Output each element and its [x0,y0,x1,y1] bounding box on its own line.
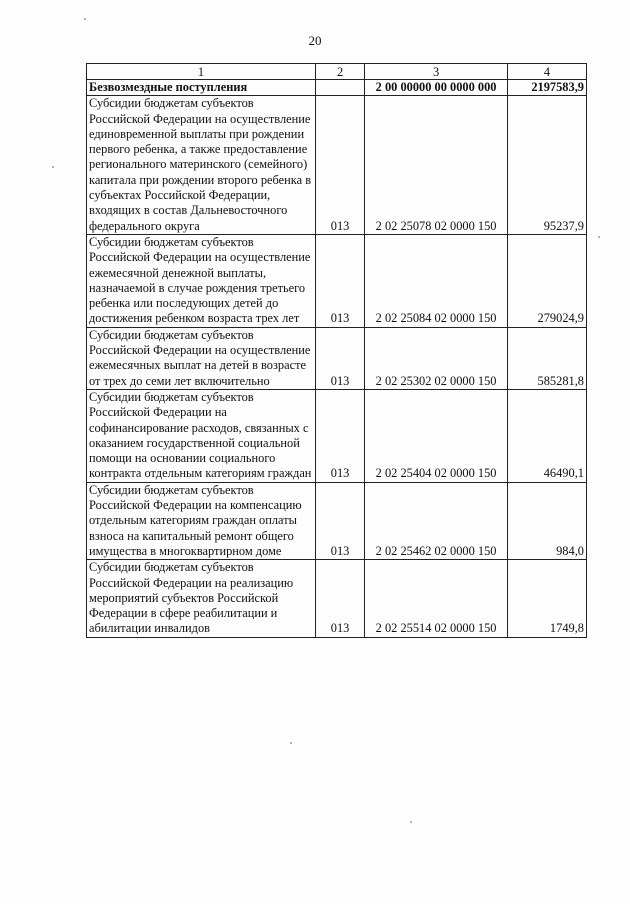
table-row [87,560,587,637]
row-sum: 46490,1 [507,389,586,482]
page-number: 20 [308,33,322,48]
row-kbk: 2 02 25302 02 0000 150 [365,327,508,389]
total-code [315,80,364,96]
row-kbk: 2 02 25514 02 0000 150 [365,560,508,637]
row-name: Субсидии бюджетам субъектов Российской Федерации на осуществление ежемесячных выплат на детей в возрасте от трех до семи лет включительно [87,327,316,389]
row-kbk: 2 02 25404 02 0000 150 [365,389,508,482]
total-row [87,80,587,96]
scan-speck [84,18,86,20]
table-row [87,96,587,235]
scan-speck [290,742,292,744]
row-kbk: 2 02 25462 02 0000 150 [365,482,508,559]
table-header-row [87,64,587,80]
header-col-1: 1 [87,64,316,80]
row-name: Субсидии бюджетам субъектов Российской Федерации на компенсацию отдельным категориям граждан оплаты взноса на капитальный ремонт общего имущества в многоквартирном доме [87,482,316,559]
header-col-4: 4 [507,64,586,80]
total-name: Безвозмездные поступления [87,80,316,96]
header-col-2: 2 [315,64,364,80]
table-row [87,482,587,559]
row-sum: 585281,8 [507,327,586,389]
row-code: 013 [315,234,364,327]
row-sum: 984,0 [507,482,586,559]
scan-speck [52,166,54,168]
header-col-3: 3 [365,64,508,80]
row-kbk: 2 02 25084 02 0000 150 [365,234,508,327]
table-row [87,234,587,327]
scan-speck [410,821,412,823]
table-row [87,327,587,389]
row-name: Субсидии бюджетам субъектов Российской Федерации на осуществление единовременной выплаты при рождении первого ребенка, а также предоставление регионального материнского (семейного) капитала при рождении второго ребенка в субъектах Российской Федерации, входящих в состав Дальневосточного федерального округа [87,96,316,235]
row-code: 013 [315,327,364,389]
budget-table [86,63,587,638]
row-kbk: 2 02 25078 02 0000 150 [365,96,508,235]
row-code: 013 [315,96,364,235]
total-kbk: 2 00 00000 00 0000 000 [365,80,508,96]
row-name: Субсидии бюджетам субъектов Российской Федерации на софинансирование расходов, связанных с оказанием государственной социальной помощи на основании социального контракта отдельным категориям граждан [87,389,316,482]
scan-speck [598,236,600,238]
row-code: 013 [315,560,364,637]
row-code: 013 [315,389,364,482]
row-name: Субсидии бюджетам субъектов Российской Федерации на осуществление ежемесячной денежной выплаты, назначаемой в случае рождения третьего ребенка или последующих детей до достижения ребенком возраста трех лет [87,234,316,327]
row-name: Субсидии бюджетам субъектов Российской Федерации на реализацию мероприятий субъектов Российской Федерации в сфере реабилитации и абилитации инвалидов [87,560,316,637]
row-sum: 95237,9 [507,96,586,235]
total-sum: 2197583,9 [507,80,586,96]
row-code: 013 [315,482,364,559]
row-sum: 279024,9 [507,234,586,327]
table-row [87,389,587,482]
row-sum: 1749,8 [507,560,586,637]
